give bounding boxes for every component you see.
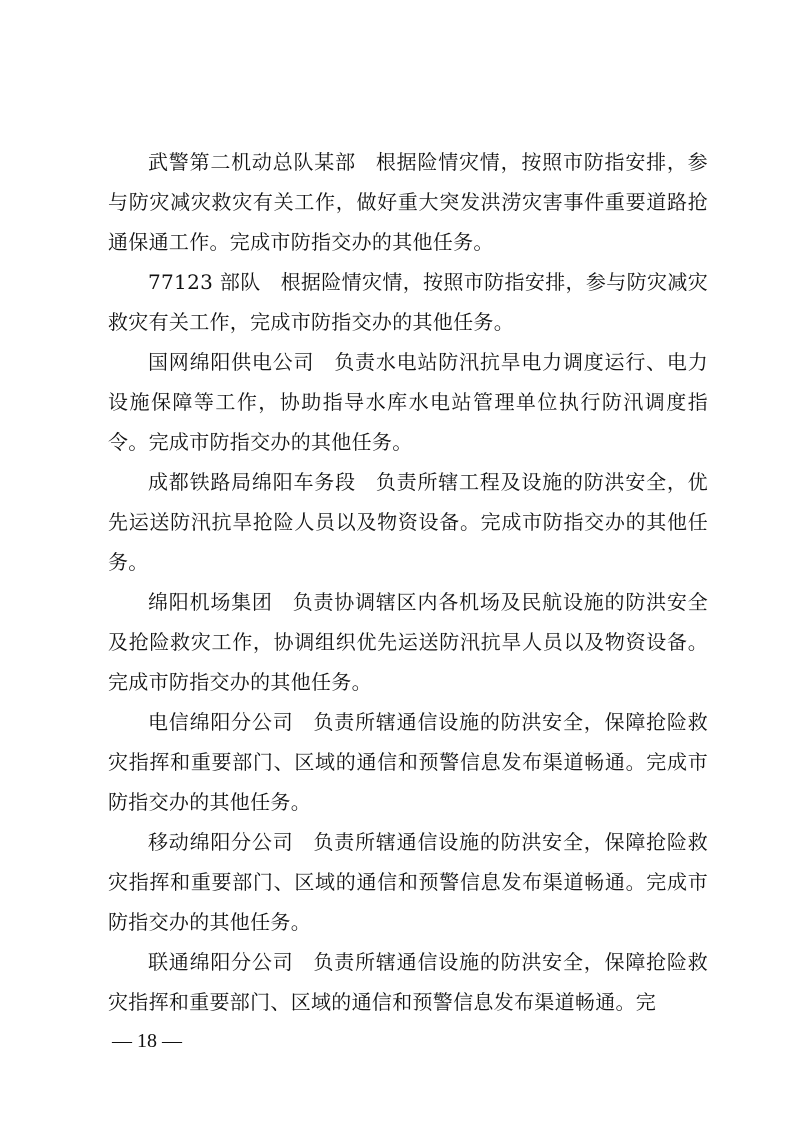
org-name: 77123 部队 <box>148 270 261 294</box>
paragraph-unicom <box>108 942 708 1022</box>
org-duties: 负责协调辖区内各机场及民航设施的防洪安全及抢险救灾工作，协调组织优先运送防汛抗旱人员以及物资设备。完成市防指交办的其他任务。 <box>108 590 708 694</box>
org-name: 联通绵阳分公司 <box>148 950 294 974</box>
paragraph-77123 <box>108 262 708 342</box>
paragraph-state-grid <box>108 342 708 462</box>
org-name: 绵阳机场集团 <box>148 590 273 614</box>
page-number: — 18 — <box>112 1030 182 1052</box>
org-duties: 负责所辖工程及设施的防洪安全，优先运送防汛抗旱抢险人员以及物资设备。完成市防指交办的其他任务。 <box>108 470 708 574</box>
org-duties: 根据险情灾情，按照市防指安排，参与防灾减灾救灾有关工作，完成市防指交办的其他任务。 <box>108 270 708 334</box>
paragraph-mobile <box>108 822 708 942</box>
org-duties: 负责所辖通信设施的防洪安全，保障抢险救灾指挥和重要部门、区域的通信和预警信息发布渠道畅通。完 <box>108 950 708 1014</box>
org-duties: 负责所辖通信设施的防洪安全，保障抢险救灾指挥和重要部门、区域的通信和预警信息发布渠道畅通。完成市防指交办的其他任务。 <box>108 710 708 814</box>
org-duties: 根据险情灾情，按照市防指安排，参与防灾减灾救灾有关工作，做好重大突发洪涝灾害事件重要道路抢通保通工作。完成市防指交办的其他任务。 <box>108 150 708 254</box>
paragraph-airport <box>108 582 708 702</box>
org-name: 成都铁路局绵阳车务段 <box>148 470 356 494</box>
org-duties: 负责水电站防汛抗旱电力调度运行、电力设施保障等工作，协助指导水库水电站管理单位执行防汛调度指令。完成市防指交办的其他任务。 <box>108 350 708 454</box>
paragraph-railway <box>108 462 708 582</box>
org-duties: 负责所辖通信设施的防洪安全，保障抢险救灾指挥和重要部门、区域的通信和预警信息发布渠道畅通。完成市防指交办的其他任务。 <box>108 830 708 934</box>
document-body <box>108 142 708 1022</box>
org-name: 武警第二机动总队某部 <box>148 150 356 174</box>
org-name: 国网绵阳供电公司 <box>148 350 315 374</box>
org-name: 电信绵阳分公司 <box>148 710 294 734</box>
org-name: 移动绵阳分公司 <box>148 830 294 854</box>
paragraph-wujing <box>108 142 708 262</box>
paragraph-telecom <box>108 702 708 822</box>
